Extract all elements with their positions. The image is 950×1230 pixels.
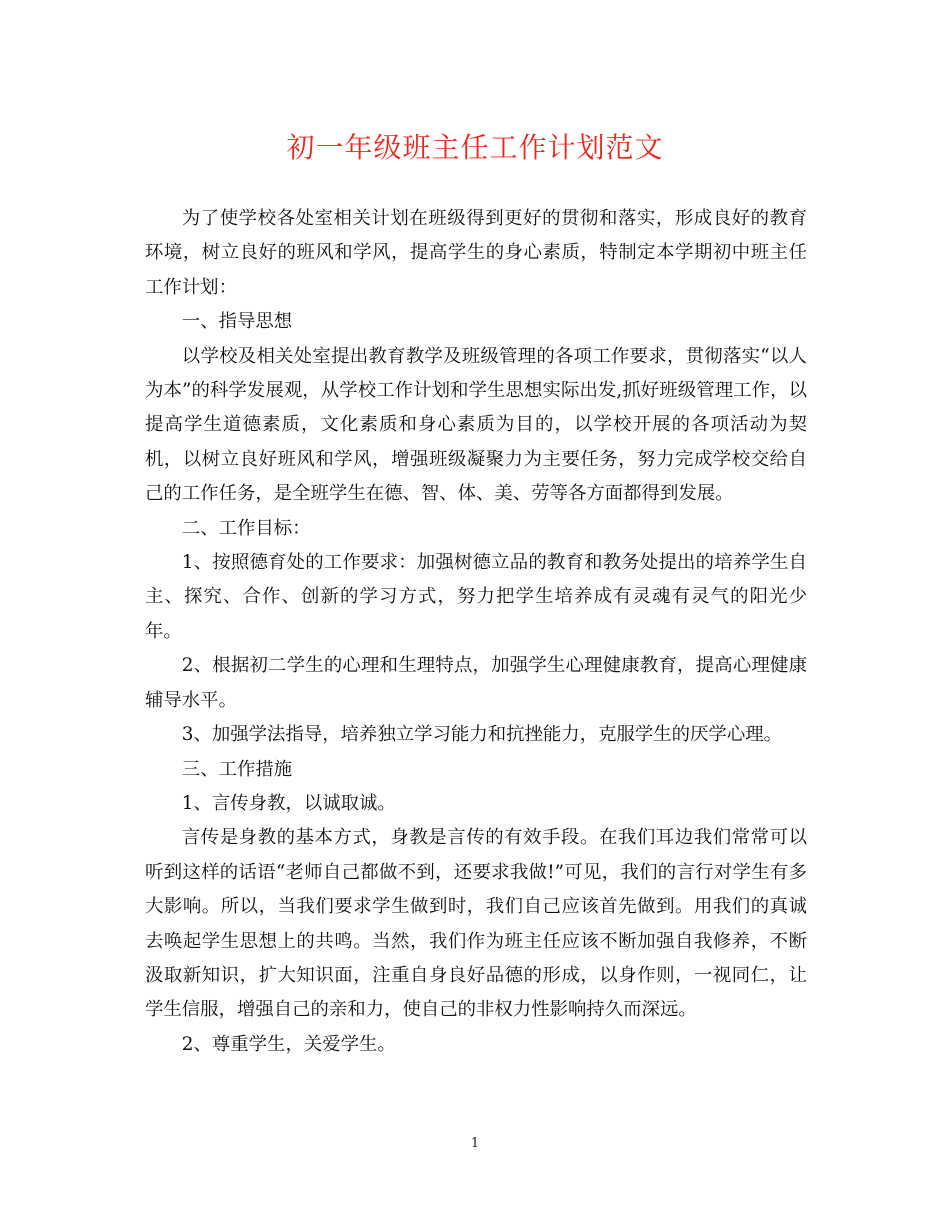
paragraph-guiding-ideology: 以学校及相关处室提出教育教学及班级管理的各项工作要求，贯彻落实“以人为本”的科学发展观，从学校工作计划和学生思想实际出发,抓好班级管理工作，以提高学生道德素质，文化素质和身心素质为目的，以学校开展的各项活动为契机，以树立良好班风和学风，增强班级凝聚力为主要任务，努力完成学校交给自己的工作任务，是全班学生在德、智、体、美、劳等各方面都得到发展。 — [145, 345, 807, 505]
paragraph-goal-3: 3、加强学法指导，培养独立学习能力和抗挫能力，克服学生的厌学心理。 — [181, 724, 782, 746]
document-title: 初一年级班主任工作计划范文 — [286, 131, 664, 164]
paragraph-intro: 为了使学校各处室相关计划在班级得到更好的贯彻和落实，形成良好的教育环境，树立良好的班风和学风，提高学生的身心素质，特制定本学期初中班主任工作计划： — [145, 208, 807, 298]
page-number: 1 — [470, 1136, 480, 1151]
heading-work-measures: 三、工作措施 — [181, 758, 293, 780]
heading-guiding-ideology: 一、指导思想 — [181, 311, 293, 333]
document-body — [145, 202, 807, 1062]
paragraph-measure-1: 言传是身教的基本方式，身教是言传的有效手段。在我们耳边我们常常可以听到这样的话语“老师自己都做不到，还要求我做!”可见，我们的言行对学生有多大影响。所以，当我们要求学生做到时，我们自己应该首先做到。用我们的真诚去唤起学生思想上的共鸣。当然，我们作为班主任应该不断加强自我修养，不断汲取新知识，扩大知识面，注重自身良好品德的形成，以身作则，一视同仁，让学生信服，增强自己的亲和力，使自己的非权力性影响持久而深远。 — [145, 827, 807, 1021]
subheading-measure-1: 1、言传身教，以诚取诚。 — [181, 792, 396, 814]
paragraph-goal-1: 1、按照德育处的工作要求：加强树德立品的教育和教务处提出的培养学生自主、探究、合作、创新的学习方式，努力把学生培养成有灵魂有灵气的阳光少年。 — [145, 552, 807, 642]
heading-work-goals: 二、工作目标： — [181, 517, 311, 539]
subheading-measure-2: 2、尊重学生，关爱学生。 — [181, 1033, 396, 1055]
paragraph-goal-2: 2、根据初二学生的心理和生理特点，加强学生心理健康教育，提高心理健康辅导水平。 — [145, 655, 807, 711]
